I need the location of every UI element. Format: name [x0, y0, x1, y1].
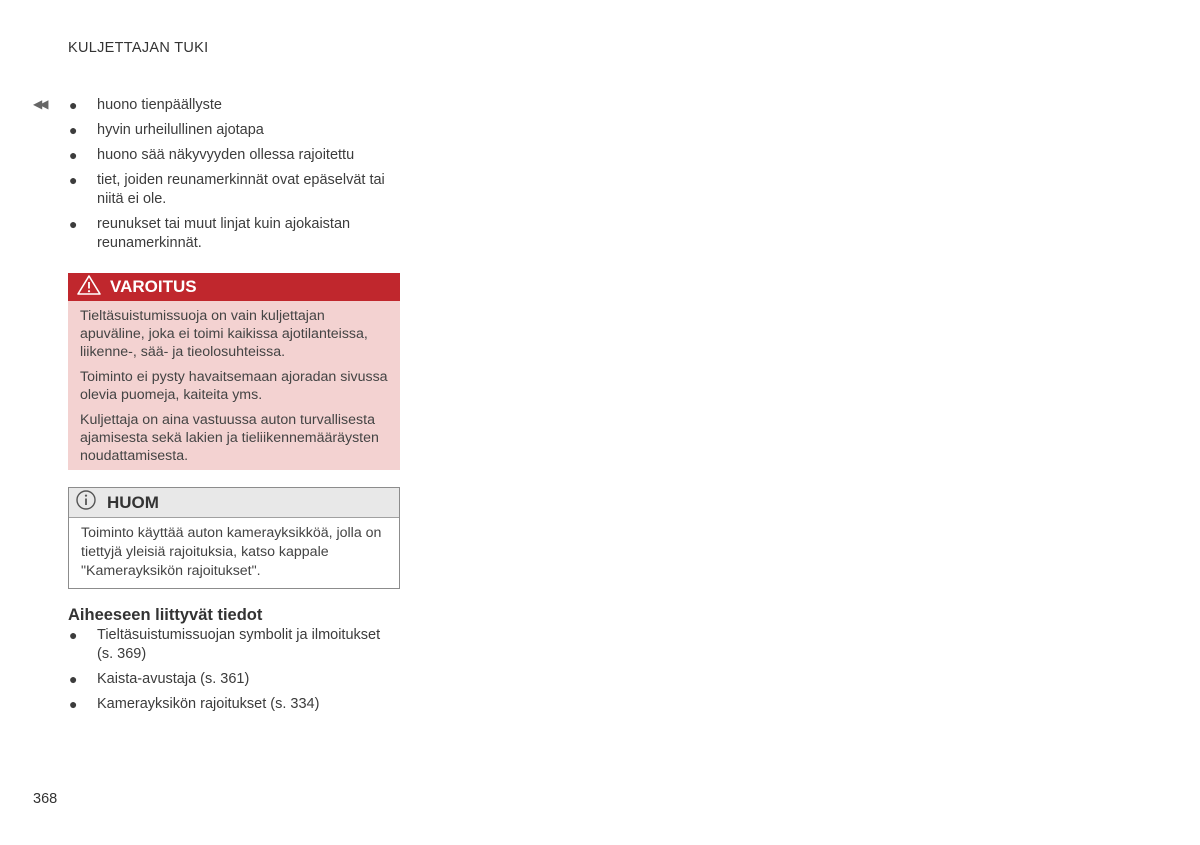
warning-paragraph: Tieltäsuistumissuoja on vain kuljettajan apuväline, joka ei toimi kaikissa ajotilanteissa, liikenne-, sää- ja tieolosuhteissa.	[80, 308, 368, 360]
related-list	[68, 626, 400, 720]
continuation-marker-icon: ◀◀	[33, 97, 46, 111]
list-item-text: tiet, joiden reunamerkinnät ovat epäselvät tai niitä ei ole.	[97, 172, 385, 207]
related-item[interactable]	[68, 695, 400, 714]
bullet-list	[68, 96, 400, 259]
bullet-icon: ●	[69, 696, 78, 712]
warning-body	[68, 301, 400, 465]
related-item-text: Kaista-avustaja (s. 361)	[97, 671, 250, 687]
list-item-text: hyvin urheilullinen ajotapa	[97, 122, 264, 138]
page-number: 368	[33, 791, 58, 807]
warning-triangle-icon	[76, 274, 102, 301]
list-item	[68, 121, 400, 140]
warning-paragraph: Toiminto ei pysty havaitsemaan ajoradan sivussa olevia puomeja, kaiteita yms.	[80, 369, 388, 403]
bullet-icon: ●	[69, 172, 78, 188]
related-info-heading: Aiheeseen liittyvät tiedot	[68, 606, 263, 624]
warning-paragraph: Kuljettaja on aina vastuussa auton turvallisesta ajamisesta sekä lakien ja tieliikennemääräysten noudattamisesta.	[80, 412, 379, 464]
info-circle-icon	[75, 489, 97, 516]
warning-title: VAROITUS	[110, 277, 197, 296]
related-item[interactable]	[68, 670, 400, 689]
bullet-icon: ●	[69, 216, 78, 232]
list-item	[68, 215, 400, 253]
bullet-icon: ●	[69, 97, 78, 113]
related-item[interactable]	[68, 626, 400, 664]
related-item-text: Tieltäsuistumissuojan symbolit ja ilmoitukset (s. 369)	[97, 627, 381, 662]
bullet-icon: ●	[69, 627, 78, 643]
bullet-icon: ●	[69, 671, 78, 687]
note-body	[69, 518, 399, 581]
list-item-text: huono tienpäällyste	[97, 97, 222, 113]
note-box	[68, 487, 400, 589]
warning-box	[68, 273, 400, 470]
list-item	[68, 96, 400, 115]
section-header: KULJETTAJAN TUKI	[68, 40, 209, 56]
list-item-text: reunukset tai muut linjat kuin ajokaistan reunamerkinnät.	[97, 216, 351, 251]
bullet-icon: ●	[69, 147, 78, 163]
bullet-icon: ●	[69, 122, 78, 138]
warning-header	[68, 273, 400, 301]
related-item-text: Kamerayksikön rajoitukset (s. 334)	[97, 696, 320, 712]
list-item-text: huono sää näkyvyyden ollessa rajoitettu	[97, 147, 355, 163]
list-item	[68, 146, 400, 165]
list-item	[68, 171, 400, 209]
note-paragraph: Toiminto käyttää auton kamerayksikköä, jolla on tiettyjä yleisiä rajoituksia, katso kappale "Kamerayksikön rajoitukset".	[81, 525, 382, 579]
note-header	[69, 488, 399, 518]
note-title: HUOM	[107, 492, 159, 512]
